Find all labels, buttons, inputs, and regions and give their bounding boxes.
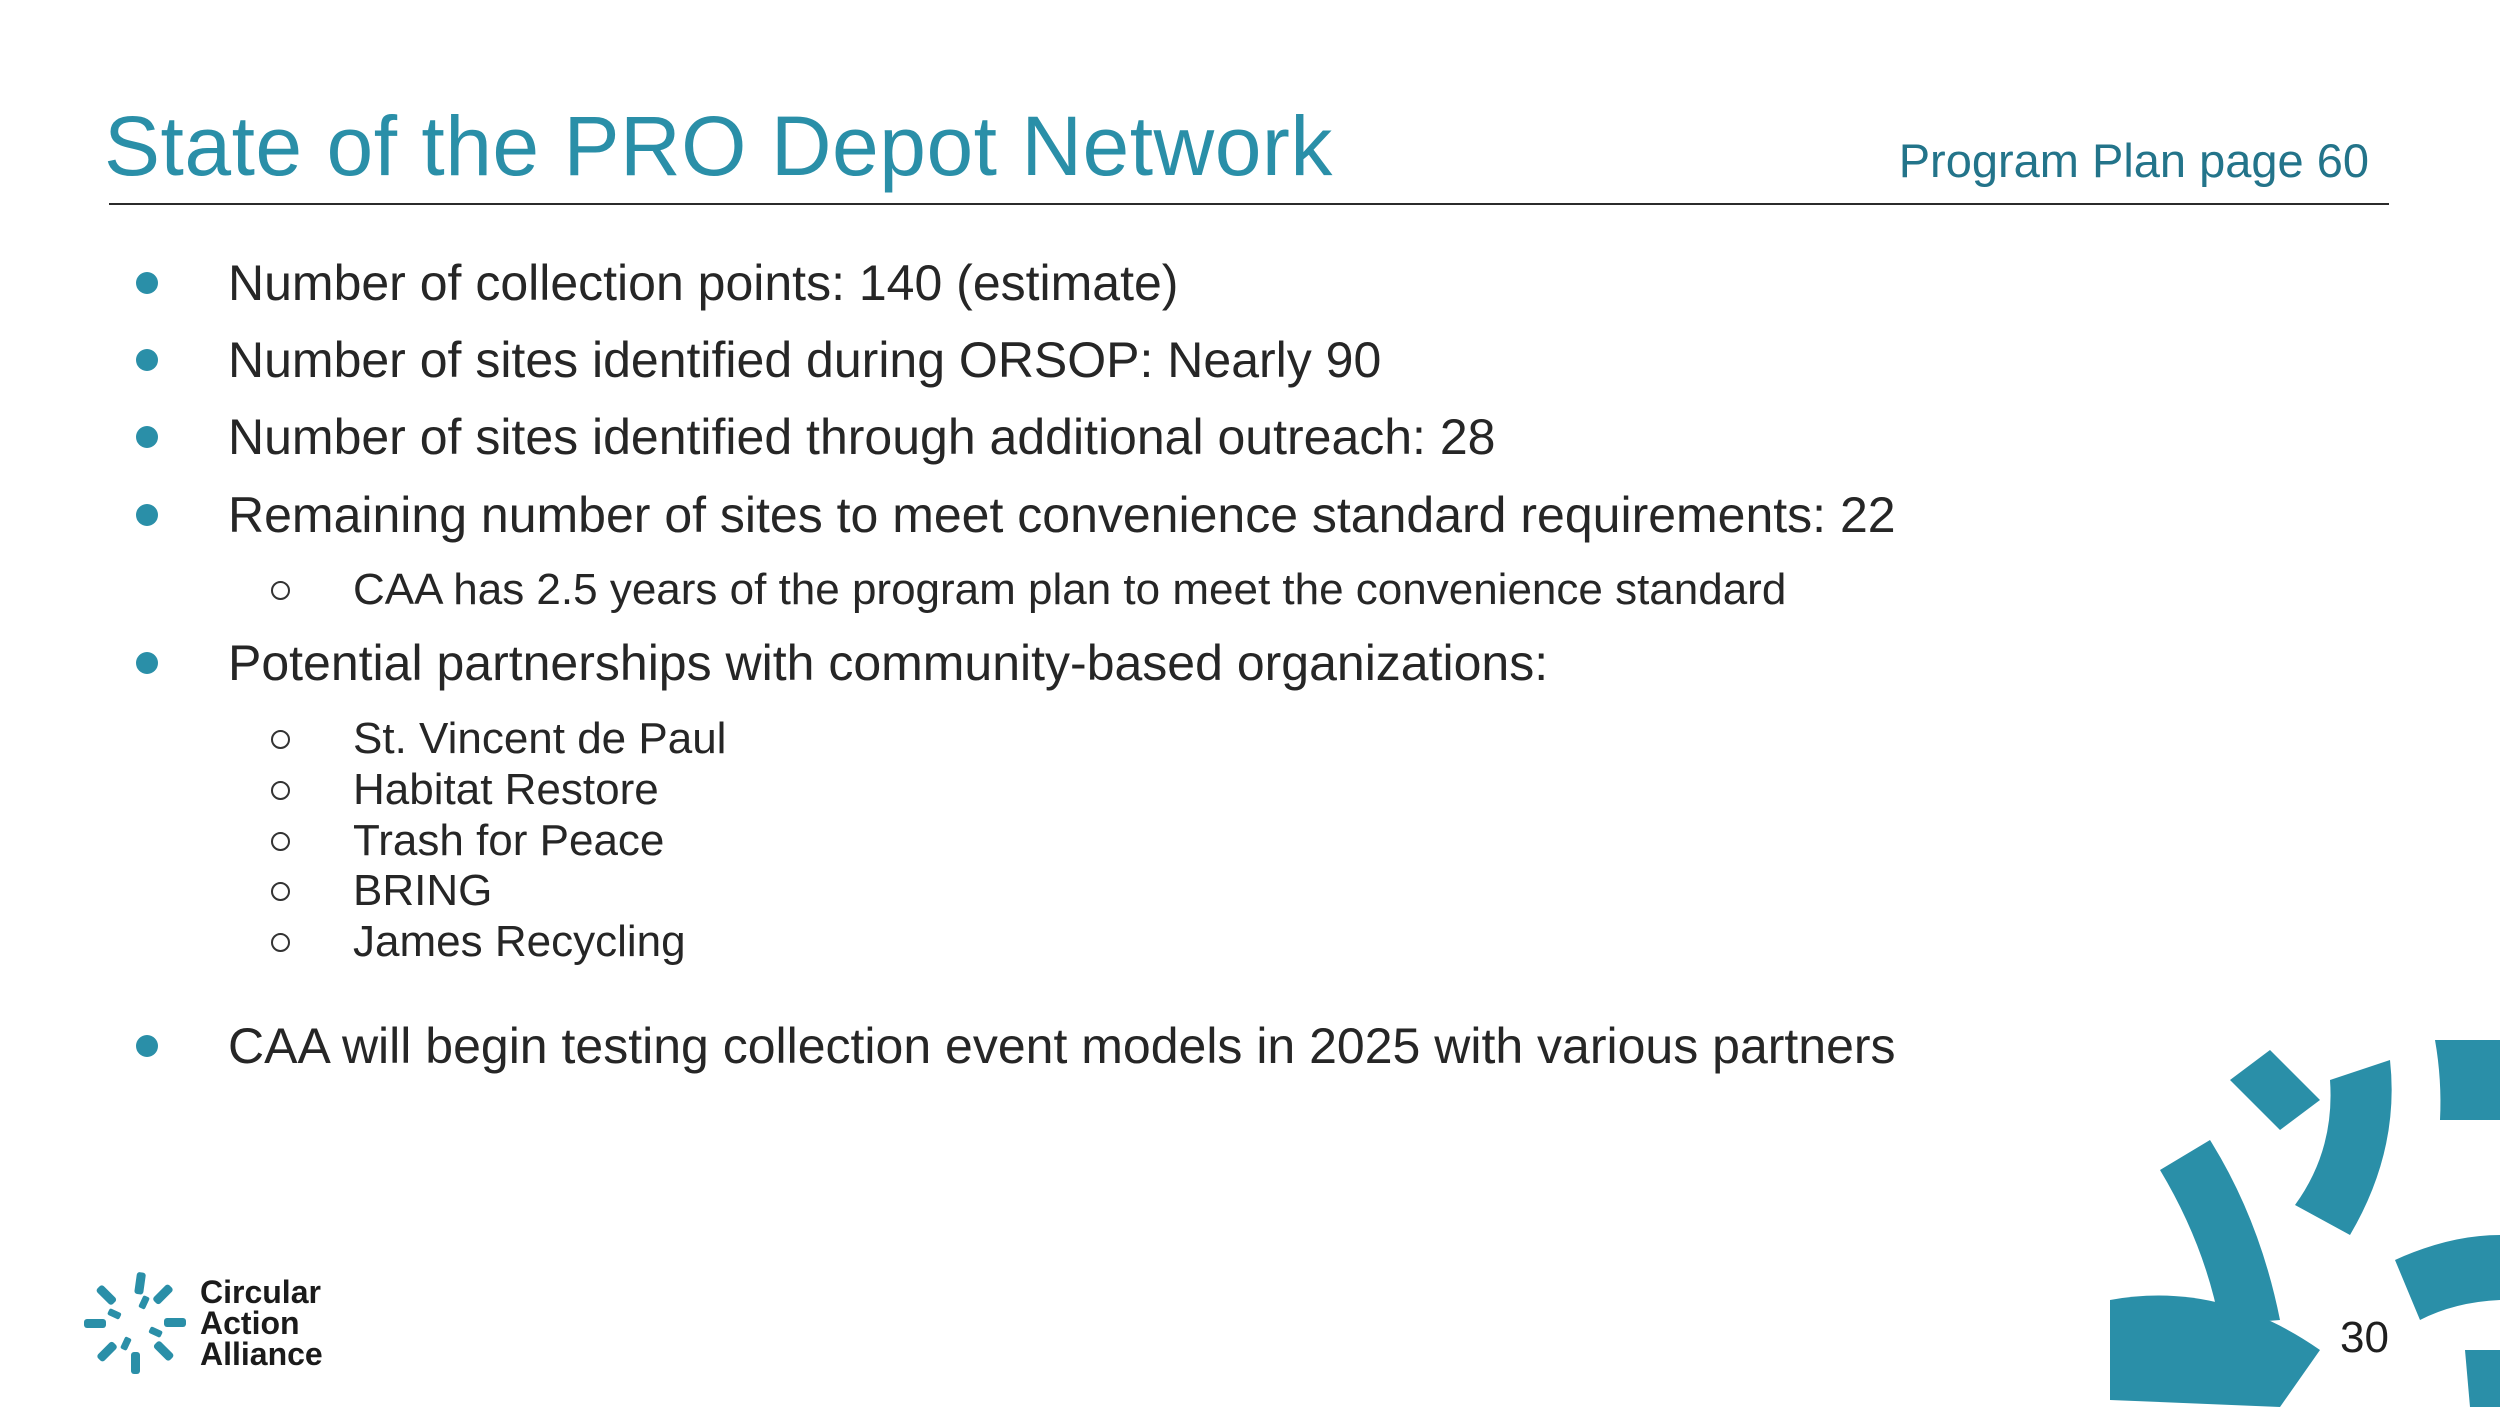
- sub-bullet-text: Habitat Restore: [353, 765, 659, 814]
- decorative-logo-graphic-icon: [2090, 1020, 2500, 1407]
- bullet-item: [228, 254, 1178, 312]
- sub-bullet-item: [353, 816, 664, 866]
- program-plan-reference: Program Plan page 60: [1898, 134, 2369, 187]
- bullet-text: CAA will begin testing collection event models in 2025 with various partners: [228, 1018, 1896, 1074]
- sub-bullet-text: St. Vincent de Paul: [353, 714, 727, 763]
- sub-bullet-item: [353, 565, 1786, 615]
- bullet-text: Number of collection points: 140 (estimate): [228, 255, 1179, 311]
- slide-title: State of the PRO Depot Network: [104, 99, 1333, 193]
- sub-bullet-item: [353, 866, 492, 916]
- sub-bullet-ring-icon: [271, 933, 290, 952]
- sub-bullet-text: CAA has 2.5 years of the program plan to meet the convenience standard: [353, 565, 1787, 614]
- bullet-dot-icon: [136, 426, 158, 448]
- circular-action-alliance-logo-icon: [80, 1268, 190, 1378]
- logo-wordmark: [200, 1274, 323, 1372]
- bullet-dot-icon: [136, 504, 158, 526]
- sub-bullet-item: [353, 917, 686, 967]
- logo-line: Circular: [200, 1274, 321, 1310]
- bullet-item: [228, 331, 1381, 389]
- sub-bullet-text: Trash for Peace: [353, 816, 665, 865]
- sub-bullet-ring-icon: [271, 781, 290, 800]
- bullet-dot-icon: [136, 349, 158, 371]
- logo-line: Alliance: [200, 1336, 323, 1372]
- bullet-text: Potential partnerships with community-based organizations:: [228, 635, 1549, 691]
- sub-bullet-text: James Recycling: [353, 917, 686, 966]
- bullet-item: [228, 408, 1495, 466]
- bullet-text: Remaining number of sites to meet convenience standard requirements: 22: [228, 487, 1896, 543]
- logo-line: Action: [200, 1305, 300, 1341]
- bullet-dot-icon: [136, 652, 158, 674]
- sub-bullet-ring-icon: [271, 730, 290, 749]
- sub-bullet-ring-icon: [271, 581, 290, 600]
- sub-bullet-text: BRING: [353, 866, 493, 915]
- sub-bullet-item: [353, 714, 726, 764]
- bullet-text: Number of sites identified through additional outreach: 28: [228, 409, 1496, 465]
- bullet-item: [228, 486, 1896, 544]
- bullet-item: [228, 1017, 1896, 1075]
- sub-bullet-item: [353, 765, 659, 815]
- bullet-text: Number of sites identified during ORSOP: Nearly 90: [228, 332, 1382, 388]
- bullet-dot-icon: [136, 1035, 158, 1057]
- sub-bullet-ring-icon: [271, 882, 290, 901]
- bullet-item: [228, 634, 1548, 692]
- sub-bullet-ring-icon: [271, 832, 290, 851]
- bullet-dot-icon: [136, 272, 158, 294]
- title-divider: [109, 203, 2389, 205]
- slide-number: 30: [2340, 1313, 2389, 1362]
